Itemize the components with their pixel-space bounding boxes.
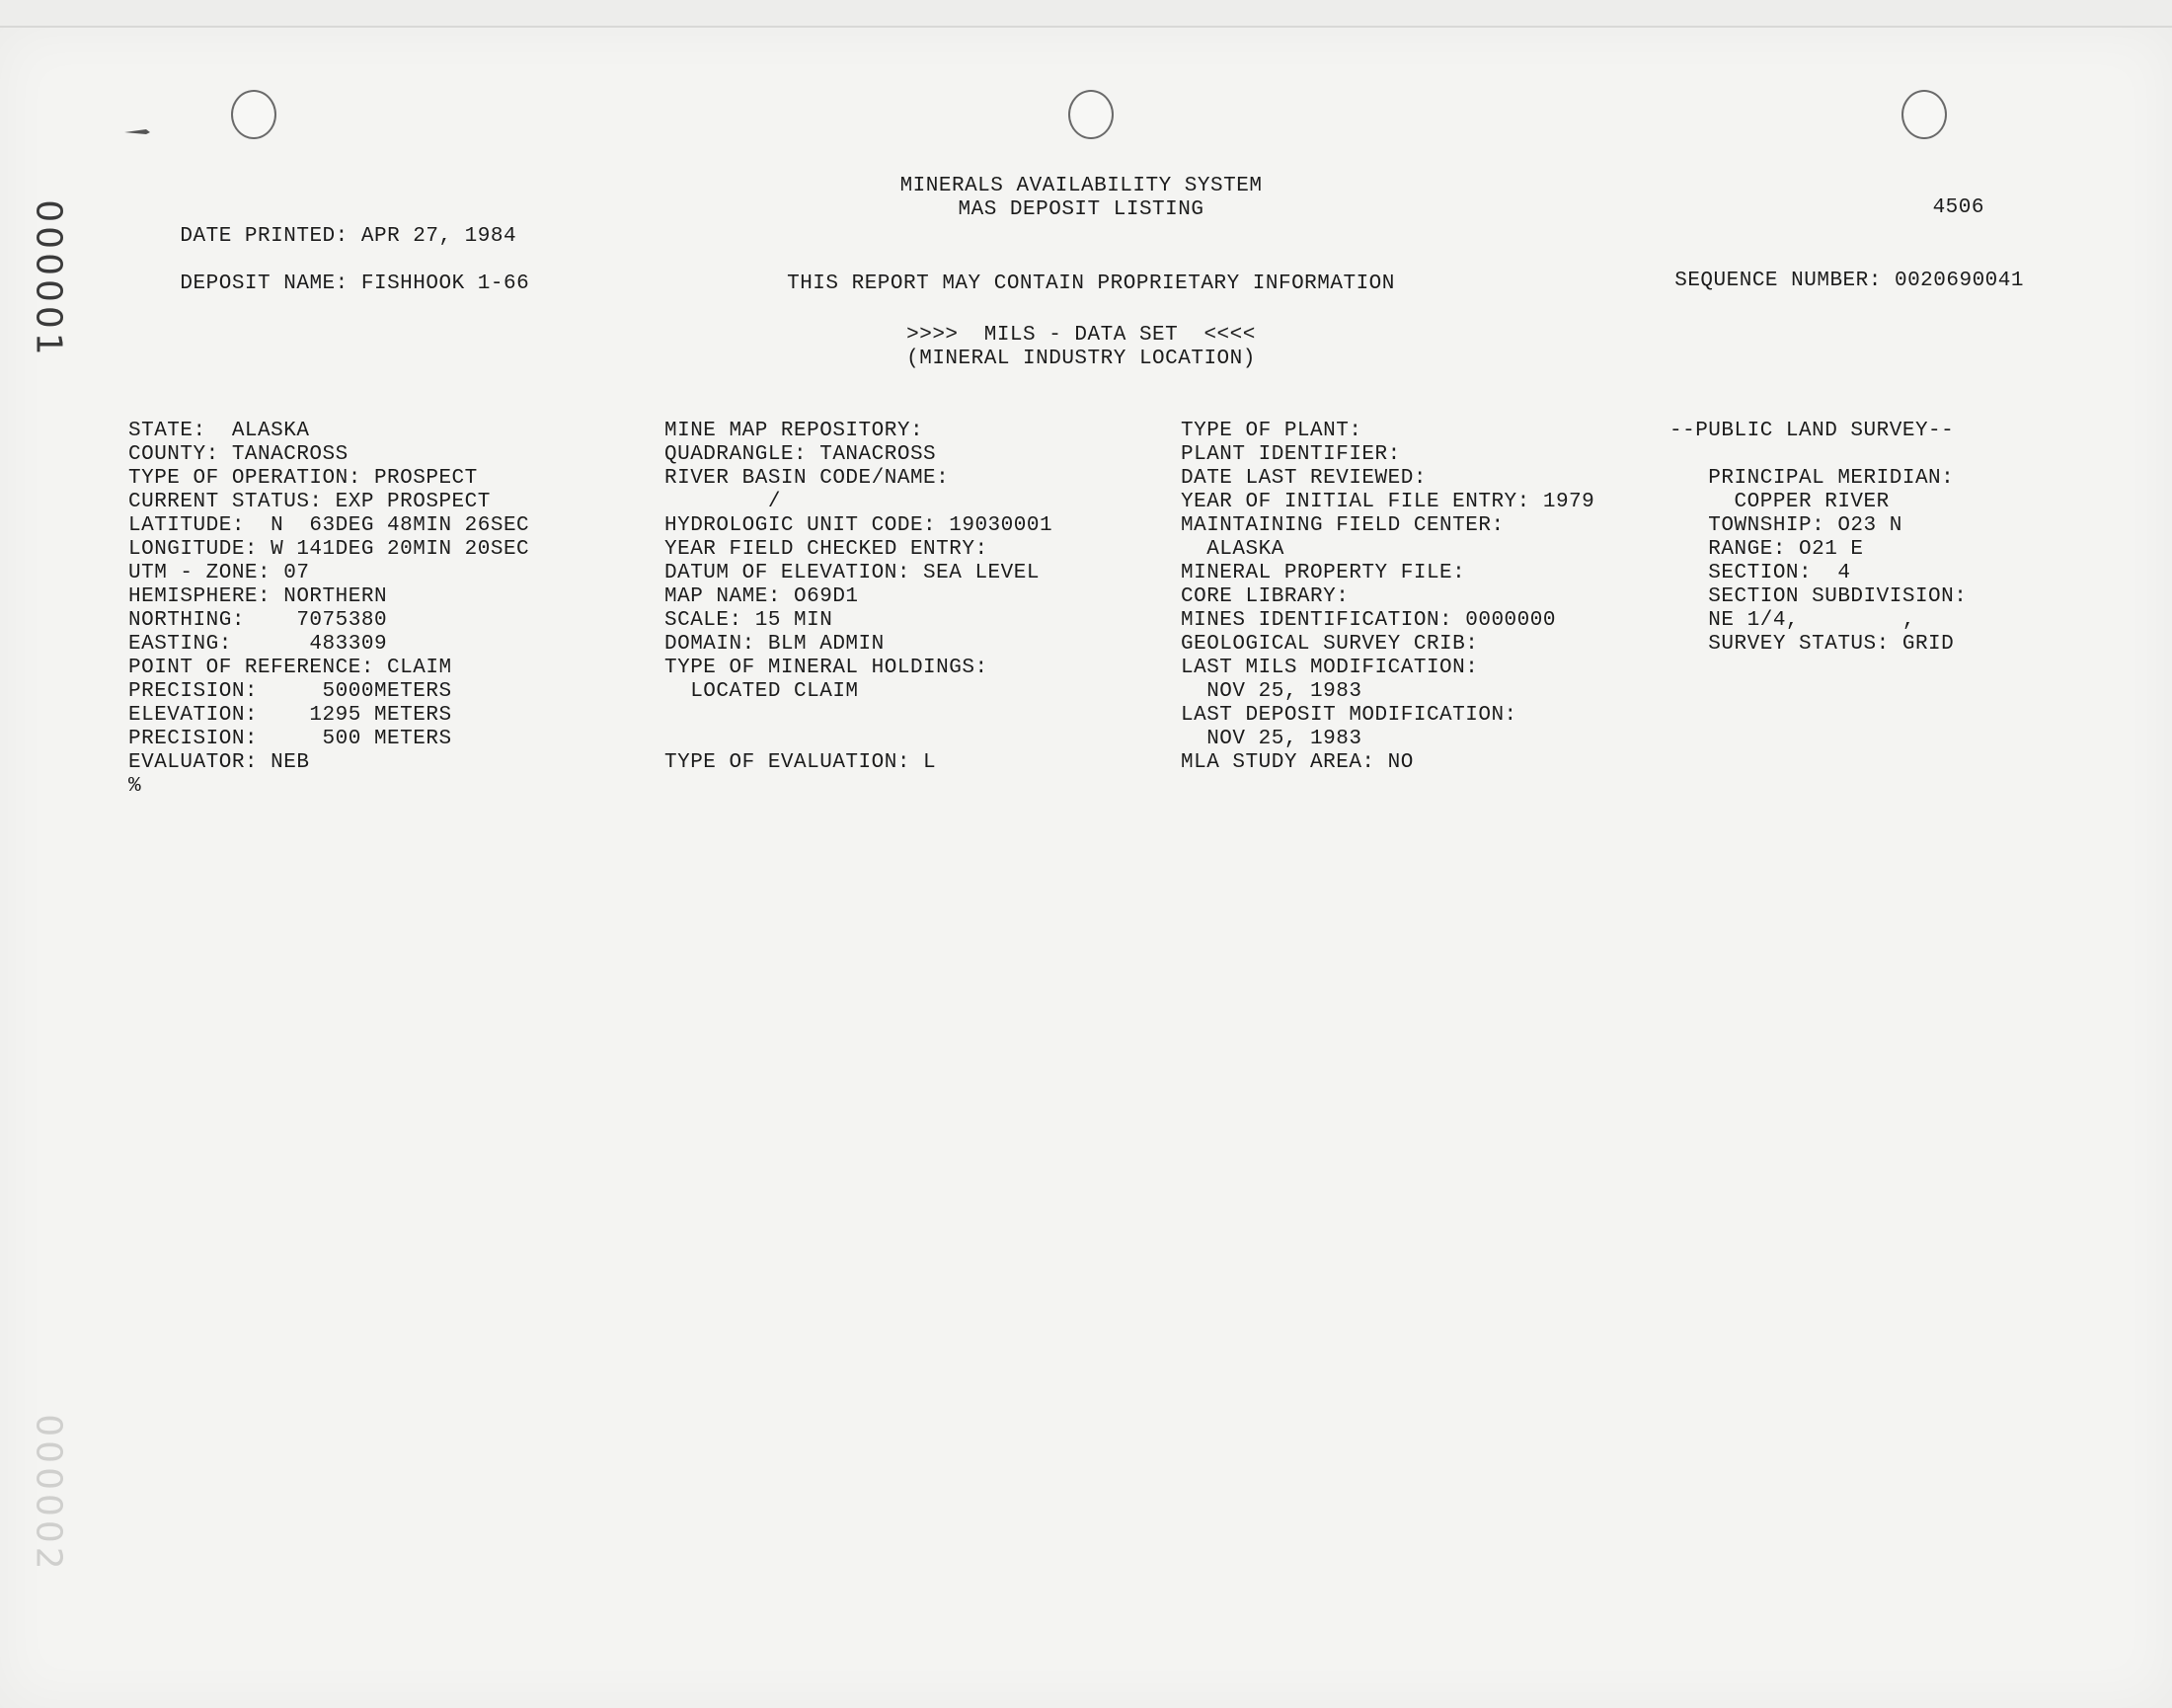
punch-hole-center <box>1068 90 1114 139</box>
survey-status-field: SURVEY STATUS: GRID <box>1669 633 1955 656</box>
mines-identification-field: MINES IDENTIFICATION: 0000000 <box>1181 609 1556 632</box>
section-field: SECTION: 4 <box>1669 562 1851 584</box>
listing-title: MAS DEPOSIT LISTING <box>958 198 1204 221</box>
blank-line-2 <box>664 728 1052 751</box>
location-precision-field: PRECISION: 5000METERS <box>128 680 452 703</box>
land-survey-column <box>1669 420 1967 657</box>
scale-field: SCALE: 15 MIN <box>664 609 833 632</box>
proprietary-notice: THIS REPORT MAY CONTAIN PROPRIETARY INFORMATION <box>787 272 1395 295</box>
utm-zone-field: UTM - ZONE: 07 <box>128 562 310 584</box>
last-mils-modification-value: NOV 25, 1983 <box>1181 680 1362 703</box>
sequence-number <box>1540 246 2024 317</box>
river-basin-value: / <box>664 491 781 513</box>
geological-survey-crib-field: GEOLOGICAL SURVEY CRIB: <box>1181 633 1479 656</box>
range-field: RANGE: O21 E <box>1669 538 1864 561</box>
pencil-mark-icon <box>122 126 152 136</box>
deposit-name-label: DEPOSIT NAME: <box>180 272 349 295</box>
date-printed-value: APR 27, 1984 <box>360 225 517 248</box>
quadrangle-field: QUADRANGLE: TANACROSS <box>664 443 937 466</box>
file-column <box>1181 420 1594 775</box>
township-field: TOWNSHIP: O23 N <box>1669 514 1902 537</box>
mineral-holdings-field: TYPE OF MINERAL HOLDINGS: <box>664 657 988 679</box>
last-mils-modification-field: LAST MILS MODIFICATION: <box>1181 657 1479 679</box>
principal-meridian-value: COPPER RIVER <box>1669 491 1890 513</box>
easting-field: EASTING: 483309 <box>128 633 388 656</box>
last-deposit-modification-value: NOV 25, 1983 <box>1181 728 1362 750</box>
frame-number-stamp-ghost: 000002 <box>28 1414 69 1574</box>
field-center-value: ALASKA <box>1181 538 1284 561</box>
initial-file-entry-field: YEAR OF INITIAL FILE ENTRY: 1979 <box>1181 491 1595 513</box>
current-status-field: CURRENT STATUS: EXP PROSPECT <box>128 491 491 513</box>
domain-field: DOMAIN: BLM ADMIN <box>664 633 885 656</box>
mineral-property-file-field: MINERAL PROPERTY FILE: <box>1181 562 1466 584</box>
field-center-field: MAINTAINING FIELD CENTER: <box>1181 514 1505 537</box>
operation-type-field: TYPE OF OPERATION: PROSPECT <box>128 467 478 490</box>
river-basin-field: RIVER BASIN CODE/NAME: <box>664 467 950 490</box>
county-field: COUNTY: TANACROSS <box>128 443 349 466</box>
frame-number-stamp: 000001 <box>28 199 69 359</box>
evaluation-type-field: TYPE OF EVALUATION: L <box>664 751 937 774</box>
mine-map-repository-field: MINE MAP REPOSITORY: <box>664 420 924 442</box>
year-field-checked-field: YEAR FIELD CHECKED ENTRY: <box>664 538 988 561</box>
northing-field: NORTHING: 7075380 <box>128 609 388 632</box>
last-deposit-modification-field: LAST DEPOSIT MODIFICATION: <box>1181 704 1517 727</box>
datum-of-elevation-field: DATUM OF ELEVATION: SEA LEVEL <box>664 562 1040 584</box>
elevation-field: ELEVATION: 1295 METERS <box>128 704 452 727</box>
sequence-number-value: 0020690041 <box>1894 270 2024 292</box>
dataset-title: >>>> MILS - DATA SET <<<< <box>906 324 1256 347</box>
punch-hole-left <box>231 90 276 139</box>
blank-line-3 <box>1669 443 1967 467</box>
principal-meridian-field: PRINCIPAL MERIDIAN: <box>1669 467 1955 490</box>
date-last-reviewed-field: DATE LAST REVIEWED: <box>1181 467 1427 490</box>
punch-hole-right <box>1901 90 1947 139</box>
map-name-field: MAP NAME: O69D1 <box>664 585 859 608</box>
sequence-number-label: SEQUENCE NUMBER: <box>1674 270 1882 292</box>
mineral-holdings-value: LOCATED CLAIM <box>664 680 859 703</box>
end-marker: % <box>128 775 142 798</box>
location-column <box>128 420 529 799</box>
deposit-name <box>128 249 529 320</box>
hemisphere-field: HEMISPHERE: NORTHERN <box>128 585 388 608</box>
date-printed-label: DATE PRINTED: <box>180 225 349 248</box>
system-title: MINERALS AVAILABILITY SYSTEM <box>899 175 1263 197</box>
mla-study-area-field: MLA STUDY AREA: NO <box>1181 751 1414 774</box>
dataset-subtitle: (MINERAL INDUSTRY LOCATION) <box>906 348 1256 370</box>
listing-sheet <box>0 26 2172 1708</box>
page-number: 4506 <box>1932 196 1984 219</box>
longitude-field: LONGITUDE: W 141DEG 20MIN 20SEC <box>128 538 530 561</box>
plant-identifier-field: PLANT IDENTIFIER: <box>1181 443 1401 466</box>
evaluator-field: EVALUATOR: NEB <box>128 751 310 774</box>
blank-line-1 <box>664 704 1052 728</box>
state-field: STATE: ALASKA <box>128 420 310 442</box>
elevation-precision-field: PRECISION: 500 METERS <box>128 728 452 750</box>
hydrologic-unit-field: HYDROLOGIC UNIT CODE: 19030001 <box>664 514 1053 537</box>
latitude-field: LATITUDE: N 63DEG 48MIN 26SEC <box>128 514 530 537</box>
land-survey-heading: --PUBLIC LAND SURVEY-- <box>1669 420 1955 442</box>
point-of-reference-field: POINT OF REFERENCE: CLAIM <box>128 657 452 679</box>
section-subdivision-value: NE 1/4, , <box>1669 609 1915 632</box>
deposit-name-value: FISHHOOK 1-66 <box>360 272 530 295</box>
plant-type-field: TYPE OF PLANT: <box>1181 420 1362 442</box>
core-library-field: CORE LIBRARY: <box>1181 585 1350 608</box>
section-subdivision-field: SECTION SUBDIVISION: <box>1669 585 1968 608</box>
map-column <box>664 420 1052 775</box>
